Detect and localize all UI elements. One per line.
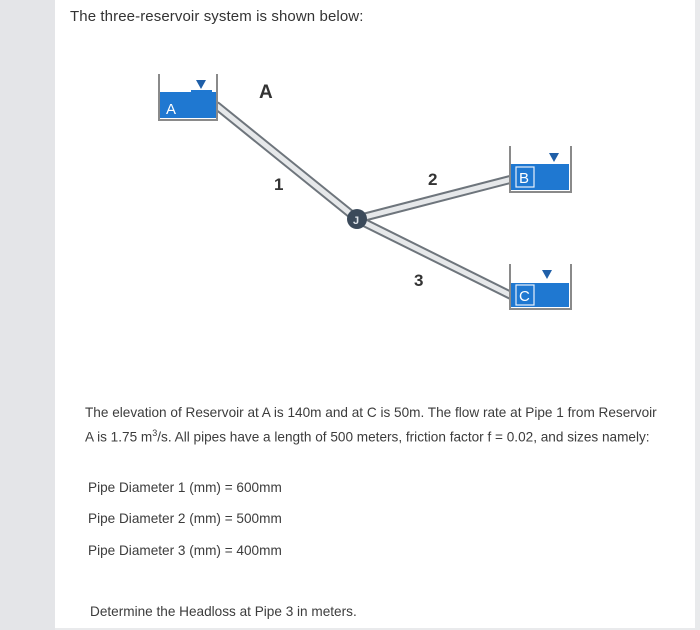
water-level-marker-icon <box>542 270 552 279</box>
problem-text-part1: The elevation of Reservoir at A is 140m and at C is 50m. The flow rate at Pipe 1 from Reservoir A is 1.75 m <box>85 405 657 445</box>
pipe-3 <box>357 219 512 296</box>
water-level-marker-icon <box>196 80 206 89</box>
junction-j <box>347 209 367 229</box>
reservoir-a <box>159 74 217 120</box>
pipe-diameter-2: Pipe Diameter 2 (mm) = 500mm <box>88 511 282 526</box>
reservoir-c <box>510 264 571 309</box>
reservoir-b-label: B <box>519 170 530 187</box>
pipe-diameter-1: Pipe Diameter 1 (mm) = 600mm <box>88 480 282 495</box>
question-text: Determine the Headloss at Pipe 3 in meters. <box>90 604 357 619</box>
pipe-1 <box>217 106 357 219</box>
pipe-diameter-3: Pipe Diameter 3 (mm) = 400mm <box>88 543 282 558</box>
pipe-3-label: 3 <box>414 271 424 290</box>
pipe-2-label: 2 <box>428 170 438 189</box>
reservoir-b <box>510 146 571 192</box>
reservoir-c-label: C <box>519 288 530 305</box>
unit-superscript: 3 <box>152 428 158 438</box>
pipe-a-label: A <box>259 82 273 103</box>
pipe-1-label: 1 <box>274 175 284 194</box>
problem-statement <box>85 403 660 448</box>
reservoir-a-label: A <box>166 101 177 118</box>
junction-label: J <box>353 215 360 227</box>
water-level-marker-icon <box>549 153 559 162</box>
intro-text: The three-reservoir system is shown below: <box>70 8 364 25</box>
problem-text-part2: /s. All pipes have a length of 500 meters, friction factor f = 0.02, and sizes namely: <box>157 429 650 445</box>
